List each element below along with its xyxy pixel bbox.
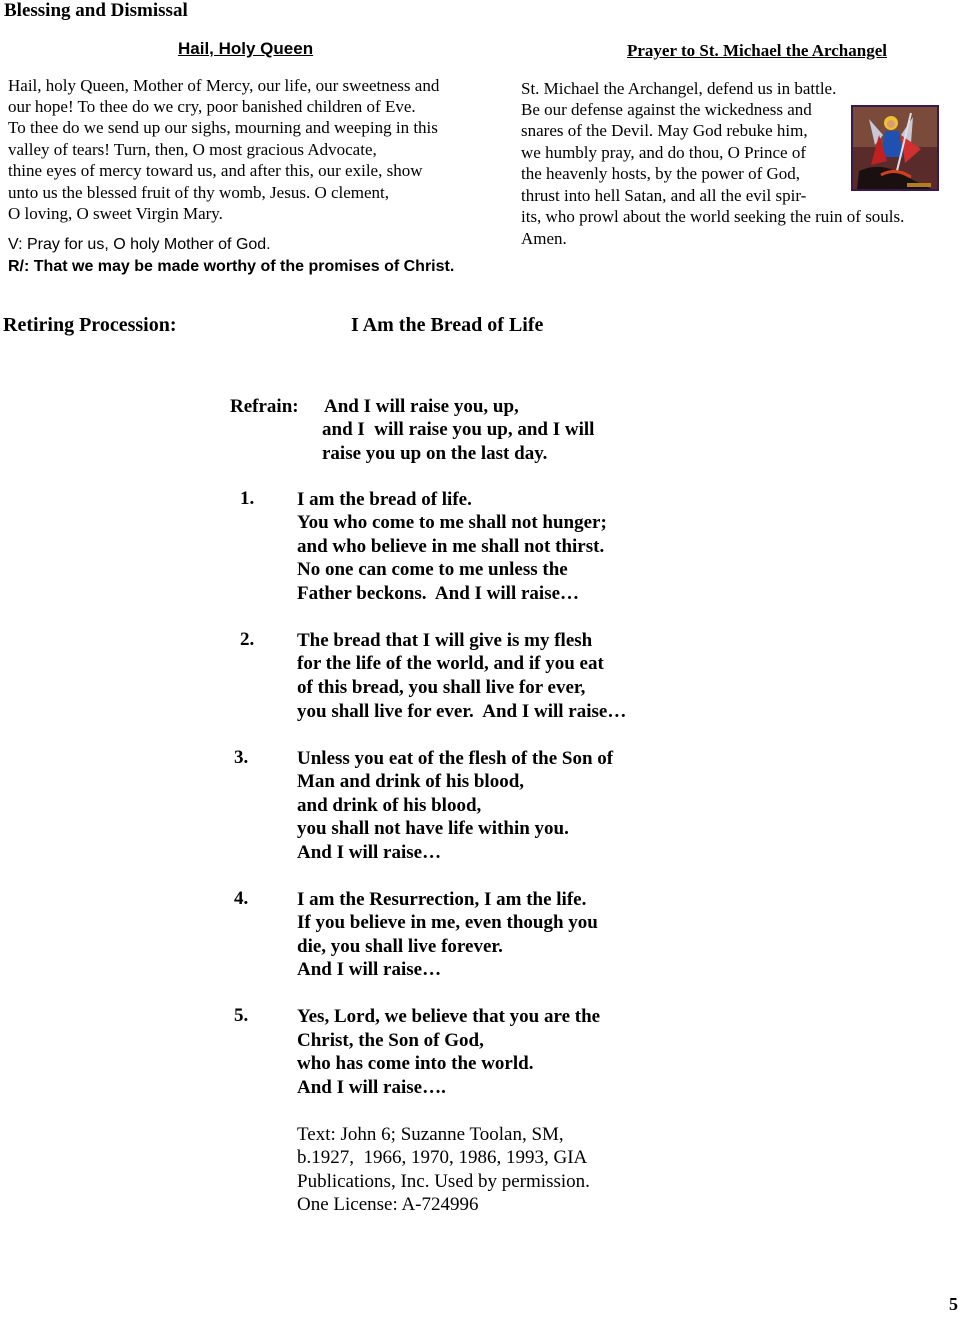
verse-line: No one can come to me unless the xyxy=(297,559,568,580)
verse-line: And I will raise…. xyxy=(297,1077,446,1098)
response: R/: That we may be made worthy of the promises of Christ. xyxy=(8,258,455,275)
refrain-label: Refrain: xyxy=(230,396,299,417)
verse-line: you shall live for ever. And I will raise… xyxy=(297,701,627,722)
st-michael-archangel-image xyxy=(851,105,939,191)
verse-number: 5. xyxy=(234,1005,249,1026)
st-michael-line: Be our defense against the wickedness and xyxy=(521,100,812,119)
page-number: 5 xyxy=(949,1294,958,1314)
verse-line: Christ, the Son of God, xyxy=(297,1030,484,1051)
verse-line: You who come to me shall not hunger; xyxy=(297,512,607,533)
versicle: V: Pray for us, O holy Mother of God. xyxy=(8,236,271,253)
verse-line: die, you shall live forever. xyxy=(297,936,503,957)
verse-line: Man and drink of his blood, xyxy=(297,771,525,792)
hail-holy-queen-line: valley of tears! Turn, then, O most gracious Advocate, xyxy=(8,140,377,159)
hail-holy-queen-line: unto us the blessed fruit of thy womb, Jesus. O clement, xyxy=(8,183,390,202)
verse-number: 3. xyxy=(234,747,249,768)
credit-line: Publications, Inc. Used by permission. xyxy=(297,1171,590,1192)
verse-number: 4. xyxy=(234,888,249,909)
verse-line: The bread that I will give is my flesh xyxy=(297,630,593,651)
verse-line: Unless you eat of the flesh of the Son of xyxy=(297,748,614,769)
verse-line: I am the Resurrection, I am the life. xyxy=(297,889,587,910)
verse-line: and who believe in me shall not thirst. xyxy=(297,536,605,557)
verse-number: 2. xyxy=(240,629,255,650)
st-michael-line: snares of the Devil. May God rebuke him, xyxy=(521,121,808,140)
verse-line: you shall not have life within you. xyxy=(297,818,569,839)
refrain-line: and I will raise you up, and I will xyxy=(322,419,595,440)
verse-line: If you believe in me, even though you xyxy=(297,912,598,933)
verse-line: I am the bread of life. xyxy=(297,489,472,510)
st-michael-line: St. Michael the Archangel, defend us in battle. xyxy=(521,79,837,98)
verse-line: for the life of the world, and if you eat xyxy=(297,653,604,674)
st-michael-title: Prayer to St. Michael the Archangel xyxy=(627,41,887,60)
refrain-line: And I will raise you, up, xyxy=(324,396,519,417)
verse-line: Father beckons. And I will raise… xyxy=(297,583,580,604)
verse-line: And I will raise… xyxy=(297,842,442,863)
page-title: Blessing and Dismissal xyxy=(4,0,188,21)
procession-song-title: I Am the Bread of Life xyxy=(351,314,544,336)
verse-line: and drink of his blood, xyxy=(297,795,482,816)
st-michael-line: thrust into hell Satan, and all the evil spir- xyxy=(521,186,807,205)
hail-holy-queen-line: Hail, holy Queen, Mother of Mercy, our life, our sweetness and xyxy=(8,76,440,95)
verse-line: And I will raise… xyxy=(297,959,442,980)
credit-line: Text: John 6; Suzanne Toolan, SM, xyxy=(297,1124,564,1145)
st-michael-line: we humbly pray, and do thou, O Prince of xyxy=(521,143,807,162)
hail-holy-queen-line: O loving, O sweet Virgin Mary. xyxy=(8,204,223,223)
credit-line: b.1927, 1966, 1970, 1986, 1993, GIA xyxy=(297,1147,588,1168)
procession-label: Retiring Procession: xyxy=(3,314,177,336)
hail-holy-queen-line: thine eyes of mercy toward us, and after this, our exile, show xyxy=(8,161,423,180)
verse-number: 1. xyxy=(240,488,255,509)
hail-holy-queen-title: Hail, Holy Queen xyxy=(178,39,314,58)
st-michael-line: the heavenly hosts, by the power of God, xyxy=(521,164,801,183)
hail-holy-queen-line: To thee do we send up our sighs, mourning and weeping in this xyxy=(8,118,438,137)
credit-line: One License: A-724996 xyxy=(297,1194,479,1215)
refrain-line: raise you up on the last day. xyxy=(322,443,548,464)
verse-line: of this bread, you shall live for ever, xyxy=(297,677,586,698)
st-michael-line: Amen. xyxy=(521,229,567,248)
st-michael-line: its, who prowl about the world seeking the ruin of souls. xyxy=(521,207,905,226)
verse-line: who has come into the world. xyxy=(297,1053,534,1074)
verse-line: Yes, Lord, we believe that you are the xyxy=(297,1006,601,1027)
hail-holy-queen-line: our hope! To thee do we cry, poor banished children of Eve. xyxy=(8,97,416,116)
